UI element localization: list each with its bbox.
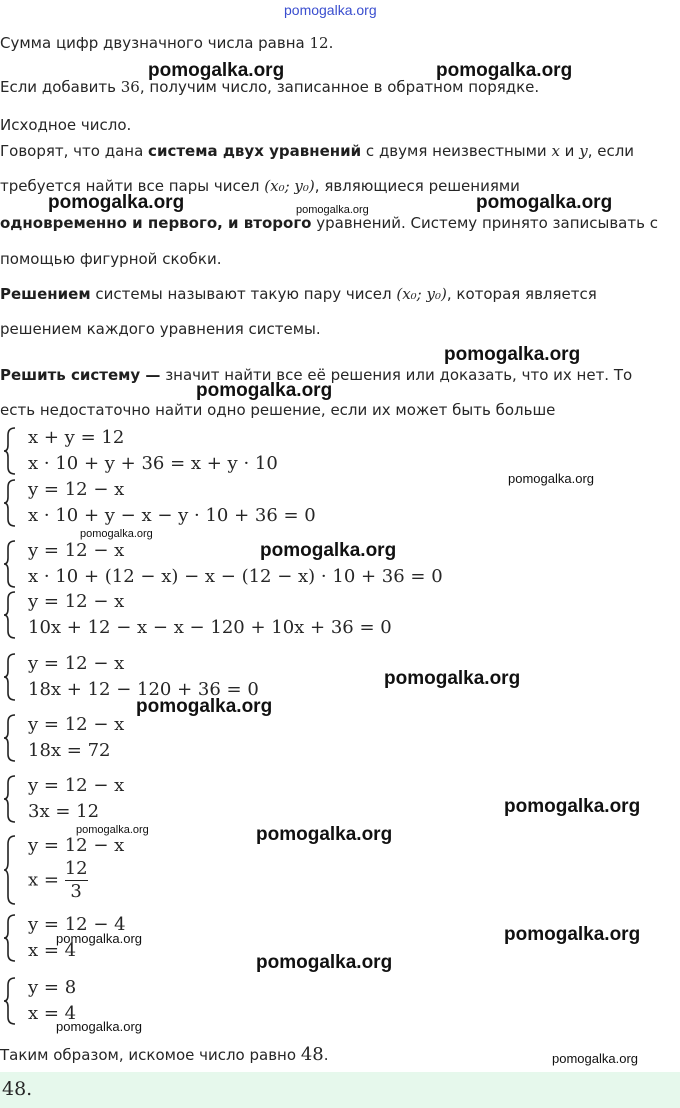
- equation: y = 12 − 4: [28, 914, 126, 935]
- brace-icon: [2, 426, 20, 476]
- watermark: pomogalka.org: [260, 540, 397, 561]
- theory-line-5: Решением системы называют такую пару чисел (x₀; y₀), которая является: [0, 285, 597, 303]
- watermark: pomogalka.org: [504, 924, 641, 945]
- theory-line-7: Решить систему — значит найти все её решения или доказать, что их нет. То: [0, 366, 633, 384]
- brace-icon: [2, 590, 20, 640]
- equation: 18x = 72: [28, 740, 111, 761]
- watermark: pomogalka.org: [476, 192, 613, 213]
- equation: 18x + 12 − 120 + 36 = 0: [28, 679, 259, 700]
- watermark: pomogalka.org: [76, 824, 149, 836]
- brace-icon: [2, 976, 20, 1026]
- brace-icon: [2, 652, 20, 702]
- brace-icon: [2, 774, 20, 824]
- watermark: pomogalka.org: [508, 471, 594, 486]
- brace-icon: [2, 834, 20, 906]
- watermark: pomogalka.org: [56, 931, 142, 946]
- watermark: pomogalka.org: [444, 344, 581, 365]
- watermark: pomogalka.org: [48, 192, 185, 213]
- equation: y = 12 − x: [28, 591, 125, 612]
- theory-line-2: требуется найти все пары чисел (x₀; y₀), являющиеся решениями: [0, 177, 520, 195]
- equation: x = $\frac{12}{3}$: [28, 858, 88, 902]
- brace-icon: [2, 539, 20, 589]
- watermark: pomogalka.org: [136, 696, 273, 717]
- equation: x = 4: [28, 1003, 77, 1024]
- theory-line-8: есть недостаточно найти одно решение, если их может быть больше: [0, 401, 556, 419]
- watermark: pomogalka.org: [256, 824, 393, 845]
- fraction: $\frac{12}{3}$: [64, 858, 88, 902]
- conclusion: Таким образом, искомое число равно 48.: [0, 1044, 329, 1065]
- watermark: pomogalka.org: [436, 60, 573, 81]
- equation: x + y = 12: [28, 427, 125, 448]
- equation: x · 10 + (12 − x) − x − (12 − x) · 10 + 36 = 0: [28, 566, 443, 587]
- equation: 10x + 12 − x − x − 120 + 10x + 36 = 0: [28, 617, 392, 638]
- header-watermark: pomogalka.org: [284, 2, 377, 18]
- brace-icon: [2, 713, 20, 763]
- watermark: pomogalka.org: [56, 1019, 142, 1034]
- answer-value: 48.: [2, 1078, 33, 1100]
- equation: x · 10 + y + 36 = x + y · 10: [28, 453, 278, 474]
- watermark: pomogalka.org: [296, 204, 369, 216]
- equation: y = 12 − x: [28, 540, 125, 561]
- watermark: pomogalka.org: [384, 668, 521, 689]
- theory-line-6: решением каждого уравнения системы.: [0, 320, 321, 338]
- problem-find: Исходное число.: [0, 116, 132, 134]
- equation: 3x = 12: [28, 801, 100, 822]
- watermark: pomogalka.org: [504, 796, 641, 817]
- watermark: pomogalka.org: [256, 952, 393, 973]
- equation: y = 12 − x: [28, 835, 125, 856]
- problem-condition: Если добавить 36, получим число, записанное в обратном порядке.: [0, 78, 540, 96]
- brace-icon: [2, 913, 20, 963]
- watermark: pomogalka.org: [80, 528, 153, 540]
- equation: x = 4: [28, 940, 77, 961]
- equation: y = 12 − x: [28, 714, 125, 735]
- theory-line-3: одновременно и первого, и второго уравнений. Систему принято записывать с: [0, 214, 658, 232]
- problem-statement: Сумма цифр двузначного числа равна 12.: [0, 34, 334, 52]
- brace-icon: [2, 478, 20, 528]
- watermark: pomogalka.org: [196, 380, 333, 401]
- equation: y = 12 − x: [28, 653, 125, 674]
- watermark: pomogalka.org: [552, 1051, 638, 1066]
- equation: y = 12 − x: [28, 775, 125, 796]
- equation: y = 8: [28, 977, 77, 998]
- equation: y = 12 − x: [28, 479, 125, 500]
- theory-line-1: Говорят, что дана система двух уравнений с двумя неизвестными x и y, если: [0, 142, 635, 160]
- equation: x · 10 + y − x − y · 10 + 36 = 0: [28, 505, 316, 526]
- watermark: pomogalka.org: [148, 60, 285, 81]
- theory-line-4: помощью фигурной скобки.: [0, 250, 222, 268]
- answer-box: [0, 1072, 680, 1108]
